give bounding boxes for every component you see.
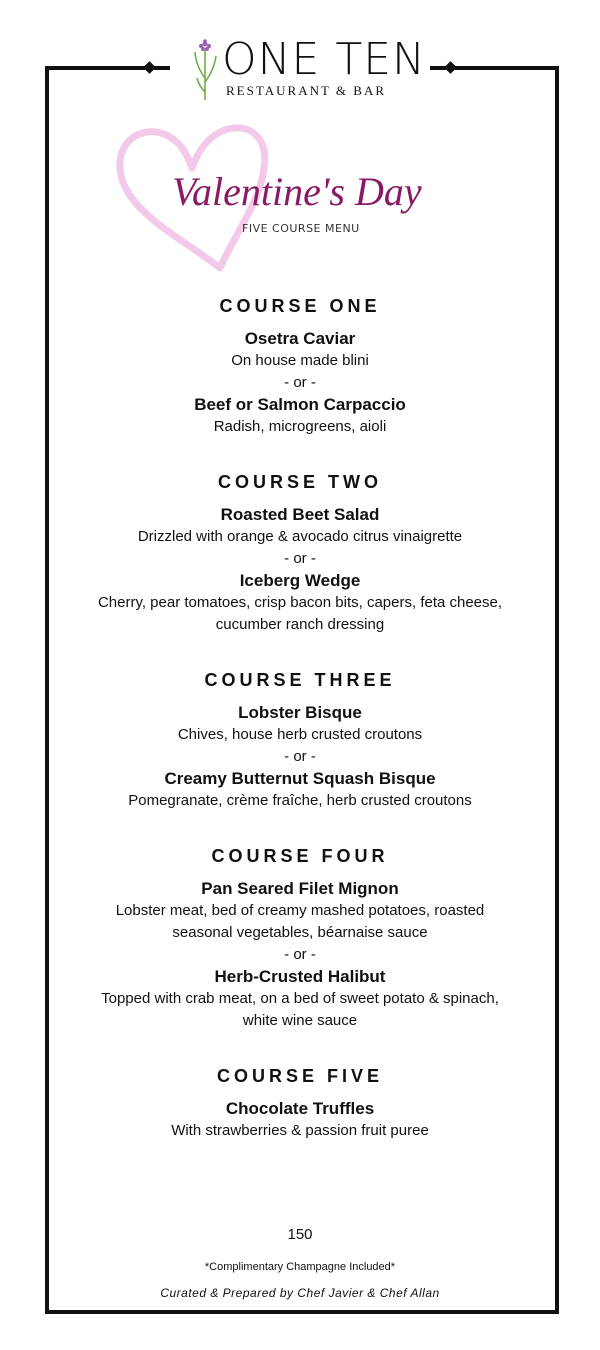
five-course-subtitle: FIVE COURSE MENU [242, 222, 360, 235]
course-title: COURSE THREE [204, 670, 396, 690]
chef-credit: Curated & Prepared by Chef Javier & Chef Allan [160, 1286, 440, 1300]
valentines-title: Valentine's Day [172, 169, 422, 214]
dish-name: Iceberg Wedge [239, 571, 361, 590]
course-five [49, 1066, 551, 1142]
dish-description: With strawberries & passion fruit puree [171, 1122, 429, 1139]
restaurant-logo [170, 36, 430, 106]
dish-name: Roasted Beet Salad [220, 505, 380, 524]
dish-name: Pan Seared Filet Mignon [201, 879, 399, 898]
course-title: COURSE FIVE [216, 1066, 384, 1086]
lavender-flower-icon [190, 38, 220, 102]
dish-description: Lobster meat, bed of creamy mashed potatoes, roasted seasonal vegetables, béarnaise sauce [115, 902, 485, 941]
or-separator: - or - [284, 946, 316, 963]
course-one [49, 296, 551, 438]
dish-description: Topped with crab meat, on a bed of sweet potato & spinach, white wine sauce [101, 990, 499, 1029]
dish-description: Drizzled with orange & avocado citrus vinaigrette [137, 528, 463, 545]
dish-name: Beef or Salmon Carpaccio [194, 395, 406, 414]
dish-name: Lobster Bisque [238, 703, 362, 722]
dish-description: On house made blini [231, 352, 369, 369]
champagne-note: *Complimentary Champagne Included* [204, 1261, 396, 1273]
dish-description: Cherry, pear tomatoes, crisp bacon bits, capers, feta cheese, cucumber ranch dressing [97, 594, 503, 633]
course-title: COURSE ONE [219, 296, 381, 316]
or-separator: - or - [284, 748, 316, 765]
or-separator: - or - [284, 550, 316, 567]
or-separator: - or - [284, 374, 316, 391]
dish-name: Creamy Butternut Squash Bisque [164, 769, 436, 788]
dish-name: Herb-Crusted Halibut [214, 967, 386, 986]
course-title: COURSE TWO [218, 472, 382, 492]
dish-name: Osetra Caviar [244, 329, 356, 348]
course-two [49, 472, 551, 636]
logo-subtitle: RESTAURANT & BAR [226, 83, 387, 98]
menu-price: 150 [287, 1226, 313, 1243]
course-three [49, 670, 551, 812]
menu-courses [49, 296, 551, 1176]
course-four [49, 846, 551, 1032]
dish-description: Chives, house herb crusted croutons [177, 726, 423, 743]
dish-description: Radish, microgreens, aioli [213, 418, 387, 435]
dish-description: Pomegranate, crème fraîche, herb crusted croutons [128, 792, 472, 809]
dish-name: Chocolate Truffles [225, 1099, 375, 1118]
course-title: COURSE FOUR [211, 846, 389, 866]
logo-name: ONE TEN [222, 34, 426, 85]
